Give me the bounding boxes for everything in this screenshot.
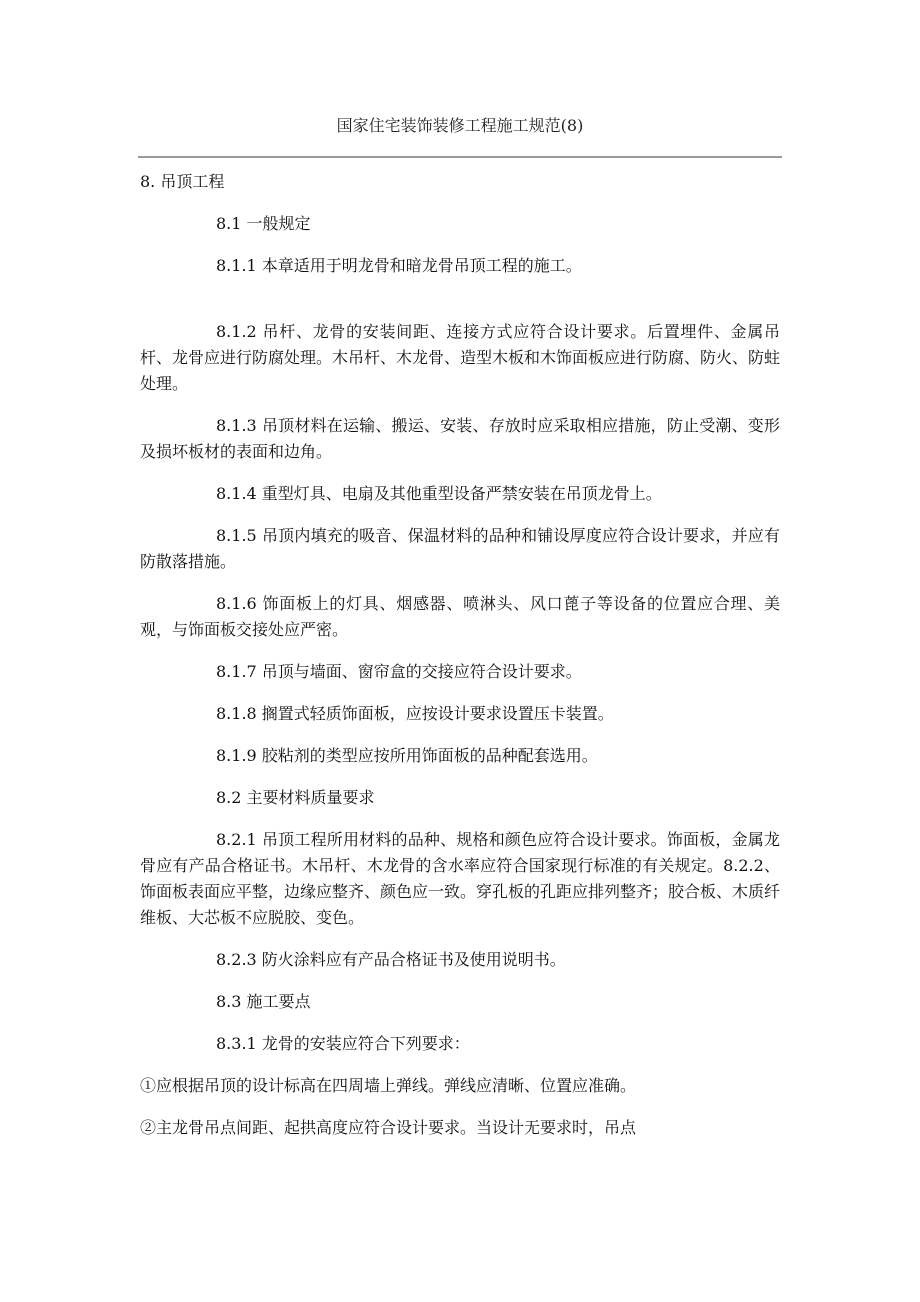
clause-8-1-4: 8.1.4 重型灯具、电扇及其他重型设备严禁安装在吊顶龙骨上。 [216,484,662,503]
clause-8-1-1: 8.1.1 本章适用于明龙骨和暗龙骨吊顶工程的施工。 [216,256,582,275]
clause-8-1-5: 8.1.5 吊顶内填充的吸音、保温材料的品种和铺设厚度应符合设计要求，并应有防散落措施。 [140,526,780,571]
clause-8-2-1: 8.2.1 吊顶工程所用材料的品种、规格和颜色应符合设计要求。饰面板，金属龙骨应有产品合格证书。木吊杆、木龙骨的含水率应符合国家现行标准的有关规定。8.2.2、饰面板表面应平整，边缘应整齐、颜色应一致。穿孔板的孔距应排列整齐；胶合板、木质纤维板、大芯板不应脱胶、变色。 [140,830,781,927]
title-divider [138,156,782,158]
clause-8-1-3: 8.1.3 吊顶材料在运输、搬运、安装、存放时应采取相应措施，防止受潮、变形及损坏板材的表面和边角。 [140,416,780,461]
clause-8-1-7: 8.1.7 吊顶与墙面、窗帘盒的交接应符合设计要求。 [216,662,582,681]
document-title: 国家住宅装饰装修工程施工规范(8) [336,116,584,135]
chapter-heading: 8. 吊顶工程 [140,172,225,191]
clause-8-2-3: 8.2.3 防火涂料应有产品合格证书及使用说明书。 [216,950,566,969]
list-item-2: ②主龙骨吊点间距、起拱高度应符合设计要求。当设计无要求时，吊点 [140,1118,637,1137]
clause-8-1-6: 8.1.6 饰面板上的灯具、烟感器、喷淋头、风口蓖子等设备的位置应合理、美观，与饰面板交接处应严密。 [140,594,780,639]
section-heading-8-1: 8.1 一般规定 [216,214,311,233]
clause-8-1-2: 8.1.2 吊杆、龙骨的安装间距、连接方式应符合设计要求。后置埋件、金属吊杆、龙骨应进行防腐处理。木吊杆、木龙骨、造型木板和木饰面板应进行防腐、防火、防蛀处理。 [140,322,781,393]
document-body [140,169,780,1157]
clause-8-1-8: 8.1.8 搁置式轻质饰面板，应按设计要求设置压卡装置。 [216,704,614,723]
clause-8-1-9: 8.1.9 胶粘剂的类型应按所用饰面板的品种配套选用。 [216,746,598,765]
section-heading-8-2: 8.2 主要材料质量要求 [216,788,375,807]
clause-8-3-1: 8.3.1 龙骨的安装应符合下列要求： [216,1034,470,1053]
list-item-1: ①应根据吊顶的设计标高在四周墙上弹线。弹线应清晰、位置应准确。 [140,1076,637,1095]
section-heading-8-3: 8.3 施工要点 [216,992,311,1011]
